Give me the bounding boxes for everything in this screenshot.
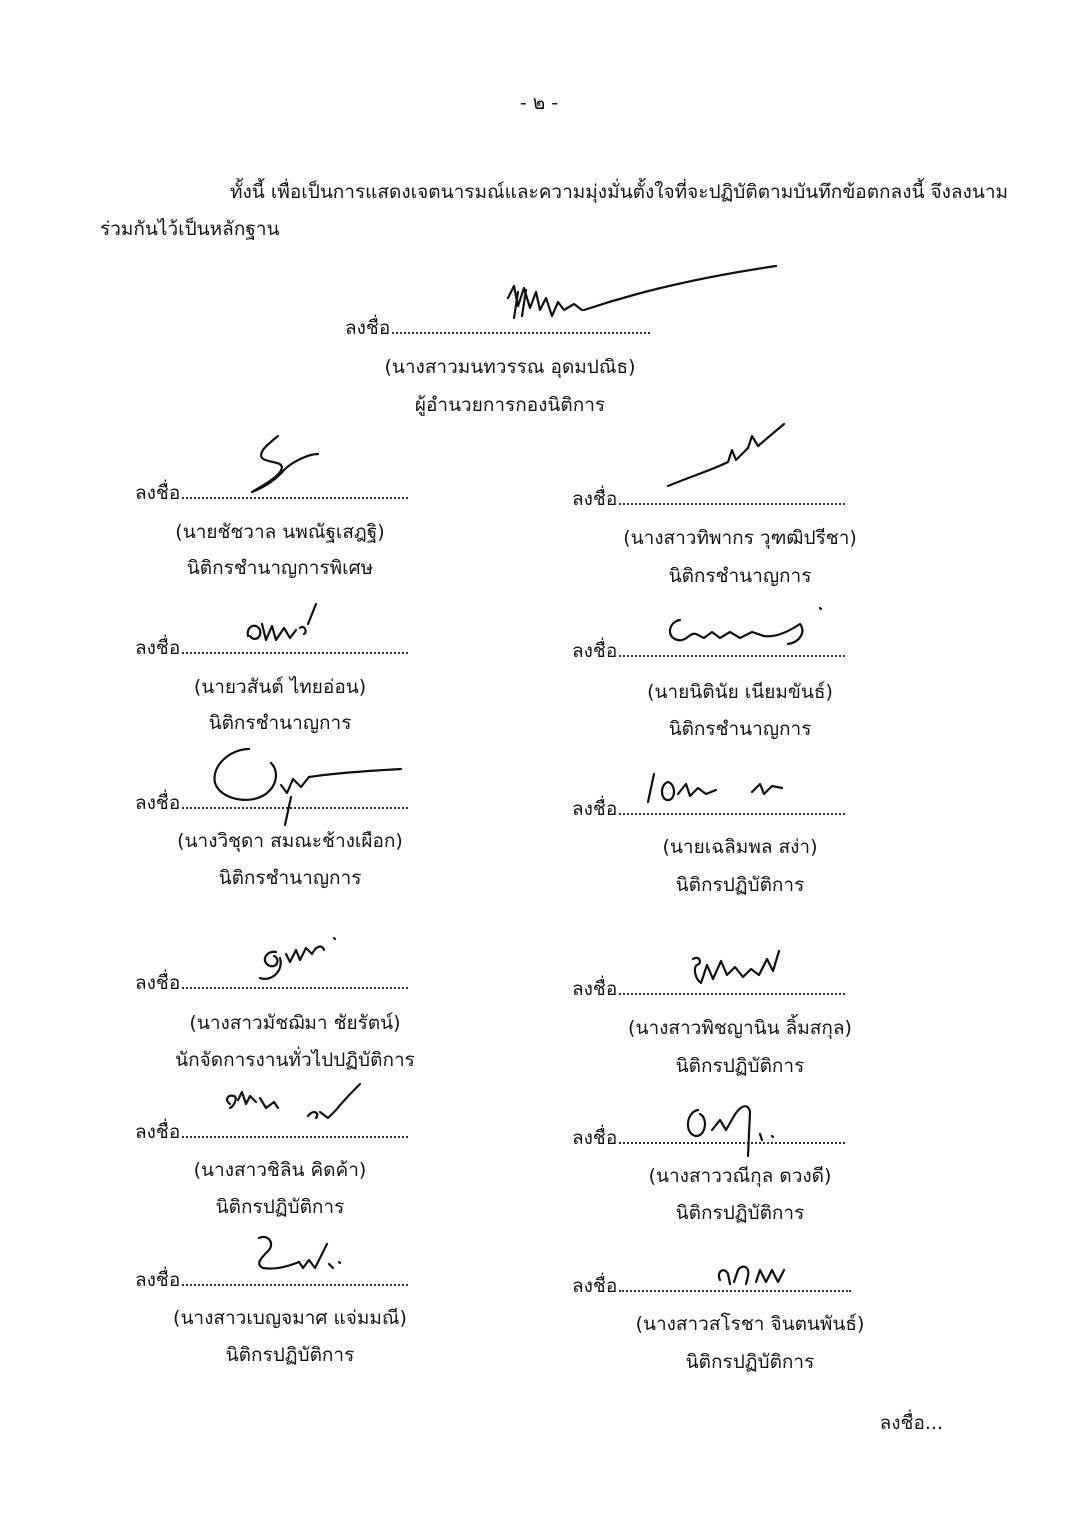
signatory-name: (นางสาวพิชญานิน ลิ้มสกุล) bbox=[628, 1017, 852, 1039]
page-number: - ๒ - bbox=[519, 92, 559, 114]
sign-label: ลงชื่อ bbox=[572, 798, 618, 820]
signatory-position: นิติกรปฏิบัติการ bbox=[675, 1202, 805, 1224]
signatory-name: (นายนิตินัย เนียมขันธ์) bbox=[647, 681, 833, 703]
signatory-position: นิติกรชำนาญการ bbox=[668, 565, 812, 587]
signatory-name: (นางสาวทิพากร วุฑฒิปรีชา) bbox=[623, 527, 857, 549]
handwritten-signature bbox=[685, 945, 785, 993]
sign-label: ลงชื่อ bbox=[135, 1121, 181, 1143]
signatory-name: (นางสาวชิลิน คิดค้า) bbox=[193, 1159, 367, 1181]
signature-dotted-line bbox=[619, 499, 845, 505]
sign-label: ลงชื่อ bbox=[135, 482, 181, 504]
handwritten-signature bbox=[238, 600, 328, 650]
paragraph-line-2: ร่วมกันไว้เป็นหลักฐาน bbox=[100, 218, 280, 240]
director-name: (นางสาวมนทวรรณ อุดมปณิธ) bbox=[384, 356, 636, 378]
sign-label: ลงชื่อ bbox=[135, 637, 181, 659]
signatory-name: (นางสาวมัชฌิมา ชัยรัตน์) bbox=[189, 1012, 401, 1034]
signatory-name: (นายเฉลิมพล สง่า) bbox=[662, 836, 818, 858]
handwritten-signature bbox=[678, 1090, 783, 1162]
signatory-name: (นายวสันต์ ไทยอ่อน) bbox=[193, 676, 367, 698]
sign-label: ลงชื่อ bbox=[572, 1127, 618, 1149]
handwritten-signature bbox=[712, 1256, 798, 1292]
signatory-position: นิติกรชำนาญการ bbox=[668, 718, 812, 740]
signature-dotted-line bbox=[182, 1280, 408, 1286]
signatory-position: นิติกรชำนาญการ bbox=[208, 712, 352, 734]
sign-label: ลงชื่อ bbox=[572, 488, 618, 510]
signatory-position: นิติกรปฏิบัติการ bbox=[675, 1055, 805, 1077]
handwritten-signature bbox=[250, 932, 345, 990]
handwritten-signature bbox=[662, 418, 792, 493]
director-position: ผู้อำนวยการกองนิติการ bbox=[414, 394, 606, 416]
sign-label: ลงชื่อ bbox=[135, 792, 181, 814]
handwritten-signature bbox=[220, 1078, 365, 1130]
sign-label: ลงชื่อ bbox=[572, 978, 618, 1000]
signatory-position: นิติกรปฏิบัติการ bbox=[685, 1351, 815, 1373]
handwritten-signature bbox=[642, 766, 792, 812]
signatory-name: (นายชัชวาล นพณัฐเสฎฐิ) bbox=[175, 521, 385, 543]
handwritten-signature bbox=[500, 258, 785, 333]
handwritten-signature bbox=[238, 430, 328, 498]
signature-dotted-line bbox=[182, 1132, 408, 1138]
signatory-name: (นางสาววณีกุล ดวงดี) bbox=[648, 1165, 832, 1187]
sign-label: ลงชื่อ bbox=[572, 1275, 618, 1297]
signatory-position: นิติกรปฏิบัติการ bbox=[215, 1196, 345, 1218]
closing-paragraph bbox=[100, 174, 1009, 248]
handwritten-signature bbox=[205, 735, 410, 830]
signatory-position: นิติกรชำนาญการพิเศษ bbox=[186, 557, 374, 579]
signatory-name: (นางสาวเบญจมาศ แจ่มมณี) bbox=[173, 1307, 407, 1329]
signatory-position: นิติกรปฏิบัติการ bbox=[675, 874, 805, 896]
signatory-position: นิติกรชำนาญการ bbox=[218, 867, 362, 889]
sign-label: ลงชื่อ bbox=[135, 972, 181, 994]
signatory-position: นักจัดการงานทั่วไปปฏิบัติการ bbox=[175, 1049, 415, 1071]
sign-label: ลงชื่อ bbox=[345, 317, 391, 339]
paragraph-line-1: ทั้งนี้ เพื่อเป็นการแสดงเจตนารมณ์และความมุ่งมั่นตั้งใจที่จะปฏิบัติตามบันทึกข้อตกลงนี้ จึงลงนาม bbox=[230, 181, 1009, 203]
continuation-label: ลงชื่อ... bbox=[879, 1412, 943, 1434]
sign-label: ลงชื่อ bbox=[572, 640, 618, 662]
sign-label: ลงชื่อ bbox=[135, 1269, 181, 1291]
signatory-position: นิติกรปฏิบัติการ bbox=[225, 1344, 355, 1366]
handwritten-signature bbox=[660, 602, 830, 654]
signatory-name: (นางวิชุดา สมณะช้างเผือก) bbox=[177, 830, 403, 852]
signatory-name: (นางสาวสโรชา จินตนพันธ์) bbox=[635, 1313, 865, 1335]
handwritten-signature bbox=[245, 1228, 345, 1280]
